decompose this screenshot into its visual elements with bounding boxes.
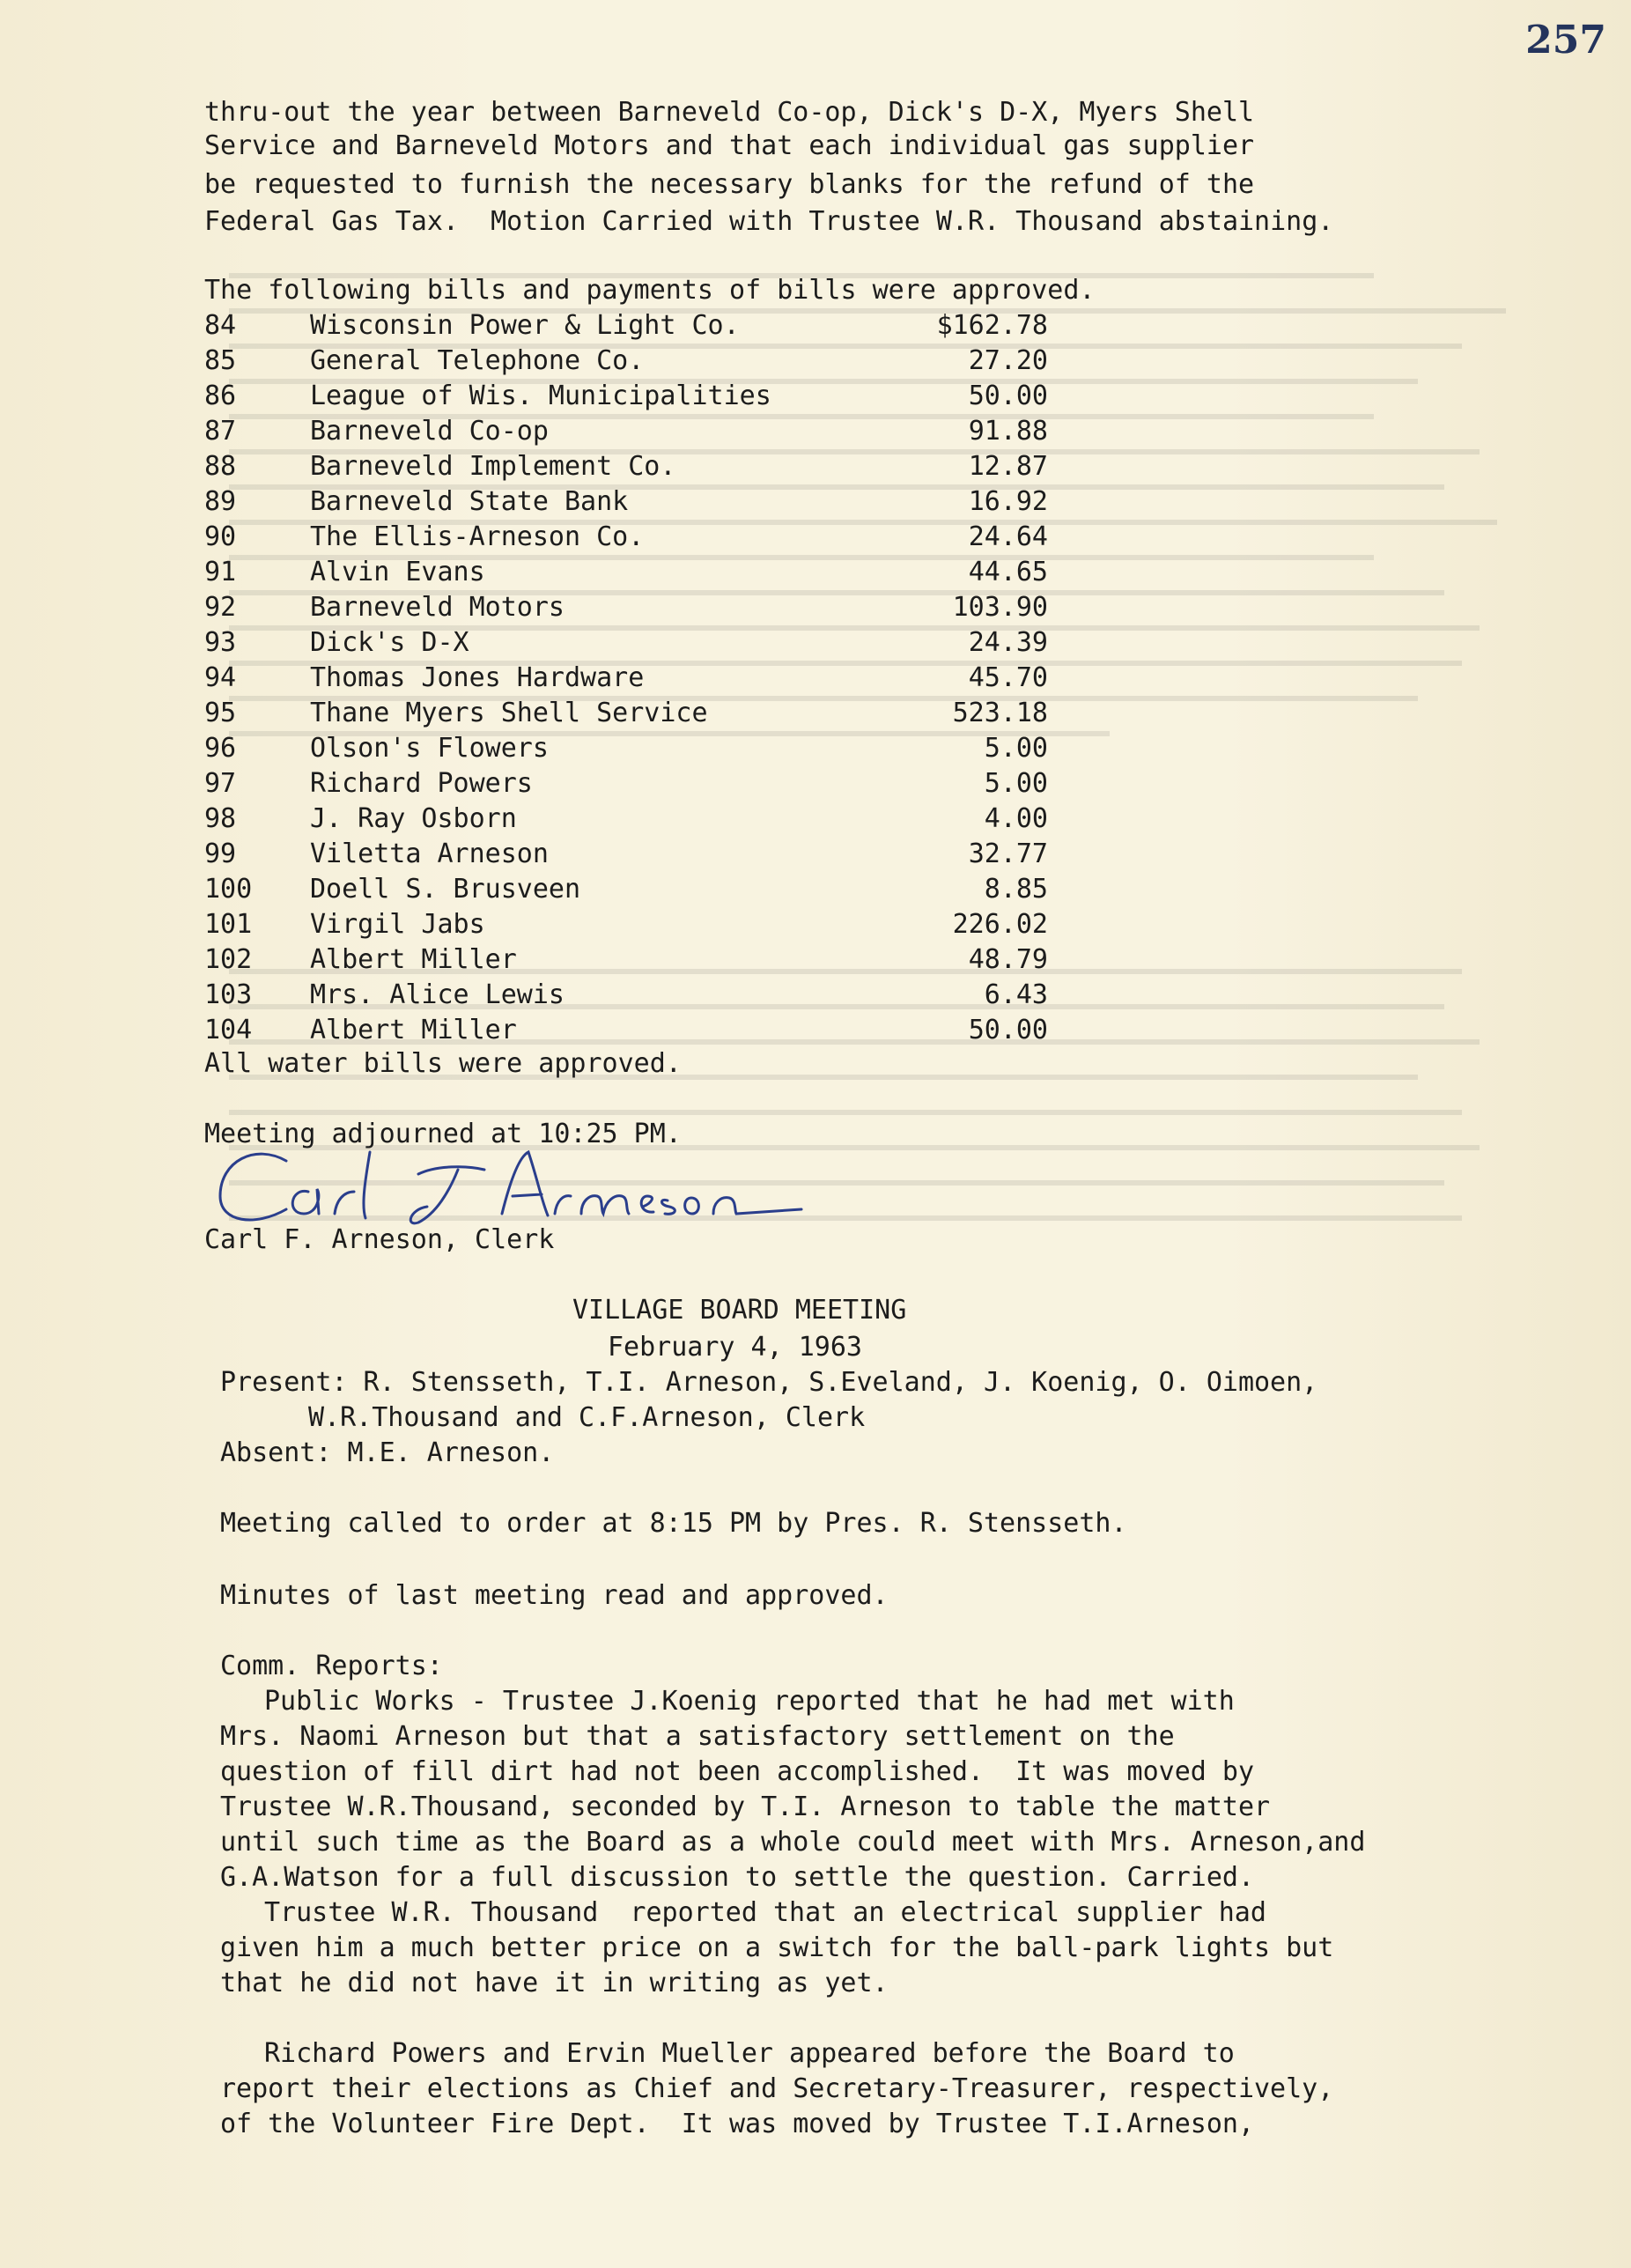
bill-number: 93 bbox=[204, 627, 237, 658]
bill-number: 92 bbox=[204, 592, 237, 623]
clerk-signature-line: Carl F. Arneson, Clerk bbox=[204, 1224, 555, 1255]
intro-line-4: Federal Gas Tax. Motion Carried with Trustee W.R. Thousand abstaining. bbox=[204, 206, 1334, 237]
bill-number: 91 bbox=[204, 557, 237, 587]
bill-row bbox=[0, 661, 1048, 696]
public-works-line-6: G.A.Watson for a full discussion to settle the question. Carried. bbox=[220, 1862, 1254, 1893]
bill-payee: Barneveld State Bank bbox=[310, 486, 629, 517]
bill-row bbox=[0, 520, 1048, 555]
bill-amount: 4.00 bbox=[984, 803, 1048, 834]
bill-payee: Wisconsin Power & Light Co. bbox=[310, 310, 740, 341]
bill-row bbox=[0, 414, 1048, 449]
bill-row bbox=[0, 555, 1048, 590]
bill-number: 88 bbox=[204, 451, 237, 482]
intro-line-3: be requested to furnish the necessary blanks for the refund of the bbox=[204, 169, 1255, 200]
bill-amount: 16.92 bbox=[968, 486, 1048, 517]
bill-amount: 50.00 bbox=[968, 380, 1048, 411]
bill-payee: Alvin Evans bbox=[310, 557, 485, 587]
bill-amount: 226.02 bbox=[952, 909, 1048, 940]
bill-amount: $162.78 bbox=[936, 310, 1048, 341]
powers-line-2: report their elections as Chief and Secretary-Treasurer, respectively, bbox=[220, 2073, 1334, 2104]
bill-payee: Albert Miller bbox=[310, 1015, 517, 1045]
bill-payee: Virgil Jabs bbox=[310, 909, 485, 940]
bill-row bbox=[0, 590, 1048, 625]
bill-row bbox=[0, 696, 1048, 731]
bill-row bbox=[0, 1013, 1048, 1048]
bill-number: 96 bbox=[204, 733, 237, 764]
bill-payee: Doell S. Brusveen bbox=[310, 874, 581, 905]
bill-payee: Viletta Arneson bbox=[310, 838, 549, 869]
thousand-line-1: Trustee W.R. Thousand reported that an electrical supplier had bbox=[264, 1897, 1266, 1928]
public-works-line-1: Public Works - Trustee J.Koenig reported that he had met with bbox=[264, 1686, 1235, 1717]
water-bills-note: All water bills were approved. bbox=[204, 1048, 682, 1079]
bill-number: 94 bbox=[204, 662, 237, 693]
bill-row bbox=[0, 484, 1048, 520]
bill-amount: 24.39 bbox=[968, 627, 1048, 658]
bill-row bbox=[0, 907, 1048, 942]
bill-number: 90 bbox=[204, 521, 237, 552]
bill-amount: 24.64 bbox=[968, 521, 1048, 552]
powers-line-1: Richard Powers and Ervin Mueller appeared before the Board to bbox=[264, 2038, 1235, 2069]
public-works-line-2: Mrs. Naomi Arneson but that a satisfactory settlement on the bbox=[220, 1721, 1175, 1752]
bill-number: 87 bbox=[204, 416, 237, 447]
bill-number: 100 bbox=[204, 874, 253, 905]
bill-amount: 50.00 bbox=[968, 1015, 1048, 1045]
bill-row bbox=[0, 942, 1048, 978]
bill-amount: 48.79 bbox=[968, 944, 1048, 975]
bill-row bbox=[0, 731, 1048, 766]
bill-payee: Thane Myers Shell Service bbox=[310, 698, 708, 728]
bill-payee: Thomas Jones Hardware bbox=[310, 662, 645, 693]
bill-number: 89 bbox=[204, 486, 237, 517]
bills-heading: The following bills and payments of bills were approved. bbox=[204, 275, 1096, 306]
bill-amount: 5.00 bbox=[984, 768, 1048, 799]
bill-row bbox=[0, 766, 1048, 802]
bill-number: 85 bbox=[204, 345, 237, 376]
bill-amount: 45.70 bbox=[968, 662, 1048, 693]
page-number: 257 bbox=[1525, 18, 1606, 63]
bill-payee: Barneveld Co-op bbox=[310, 416, 549, 447]
public-works-line-3: question of fill dirt had not been accomplished. It was moved by bbox=[220, 1756, 1254, 1787]
bill-amount: 27.20 bbox=[968, 345, 1048, 376]
bill-payee: League of Wis. Municipalities bbox=[310, 380, 771, 411]
meeting-title: VILLAGE BOARD MEETING bbox=[572, 1295, 907, 1326]
bill-row bbox=[0, 978, 1048, 1013]
public-works-line-4: Trustee W.R.Thousand, seconded by T.I. Arneson to table the matter bbox=[220, 1791, 1271, 1822]
bill-row bbox=[0, 802, 1048, 837]
bill-payee: Olson's Flowers bbox=[310, 733, 549, 764]
bill-payee: Albert Miller bbox=[310, 944, 517, 975]
public-works-line-5: until such time as the Board as a whole could meet with Mrs. Arneson,and bbox=[220, 1827, 1366, 1858]
bill-row bbox=[0, 449, 1048, 484]
bill-amount: 5.00 bbox=[984, 733, 1048, 764]
minutes-approved: Minutes of last meeting read and approved. bbox=[220, 1580, 889, 1611]
bill-number: 84 bbox=[204, 310, 237, 341]
powers-line-3: of the Volunteer Fire Dept. It was moved by Trustee T.I.Arneson, bbox=[220, 2109, 1254, 2139]
bill-payee: Richard Powers bbox=[310, 768, 533, 799]
bill-number: 101 bbox=[204, 909, 253, 940]
absent-line: Absent: M.E. Arneson. bbox=[220, 1437, 555, 1468]
bill-payee: Mrs. Alice Lewis bbox=[310, 979, 565, 1010]
bill-amount: 44.65 bbox=[968, 557, 1048, 587]
bill-number: 97 bbox=[204, 768, 237, 799]
bill-amount: 8.85 bbox=[984, 874, 1048, 905]
bill-payee: General Telephone Co. bbox=[310, 345, 645, 376]
bill-row bbox=[0, 308, 1048, 344]
bill-row bbox=[0, 872, 1048, 907]
present-line-1: Present: R. Stensseth, T.I. Arneson, S.Eveland, J. Koenig, O. Oimoen, bbox=[220, 1367, 1318, 1398]
bill-number: 95 bbox=[204, 698, 237, 728]
bill-row bbox=[0, 344, 1048, 379]
bill-row bbox=[0, 625, 1048, 661]
bill-amount: 12.87 bbox=[968, 451, 1048, 482]
comm-reports-heading: Comm. Reports: bbox=[220, 1651, 443, 1681]
intro-line-2: Service and Barneveld Motors and that each individual gas supplier bbox=[204, 130, 1255, 161]
bill-amount: 523.18 bbox=[952, 698, 1048, 728]
bill-number: 103 bbox=[204, 979, 253, 1010]
bill-payee: The Ellis-Arneson Co. bbox=[310, 521, 645, 552]
bill-amount: 32.77 bbox=[968, 838, 1048, 869]
meeting-date: February 4, 1963 bbox=[608, 1332, 862, 1363]
bill-amount: 91.88 bbox=[968, 416, 1048, 447]
bill-payee: J. Ray Osborn bbox=[310, 803, 517, 834]
bill-number: 98 bbox=[204, 803, 237, 834]
bill-payee: Dick's D-X bbox=[310, 627, 469, 658]
bill-payee: Barneveld Implement Co. bbox=[310, 451, 676, 482]
intro-line-1: thru-out the year between Barneveld Co-op, Dick's D-X, Myers Shell bbox=[204, 97, 1255, 128]
called-to-order: Meeting called to order at 8:15 PM by Pres. R. Stensseth. bbox=[220, 1508, 1127, 1539]
bill-number: 99 bbox=[204, 838, 237, 869]
bill-amount: 103.90 bbox=[952, 592, 1048, 623]
bill-amount: 6.43 bbox=[984, 979, 1048, 1010]
bill-row bbox=[0, 379, 1048, 414]
bill-row bbox=[0, 837, 1048, 872]
bill-number: 86 bbox=[204, 380, 237, 411]
thousand-line-2: given him a much better price on a switch for the ball-park lights but bbox=[220, 1932, 1334, 1963]
thousand-line-3: that he did not have it in writing as yet. bbox=[220, 1968, 889, 1998]
bill-number: 104 bbox=[204, 1015, 253, 1045]
present-line-2: W.R.Thousand and C.F.Arneson, Clerk bbox=[308, 1402, 866, 1433]
bill-payee: Barneveld Motors bbox=[310, 592, 565, 623]
bill-number: 102 bbox=[204, 944, 253, 975]
adjourned-note: Meeting adjourned at 10:25 PM. bbox=[204, 1119, 682, 1149]
